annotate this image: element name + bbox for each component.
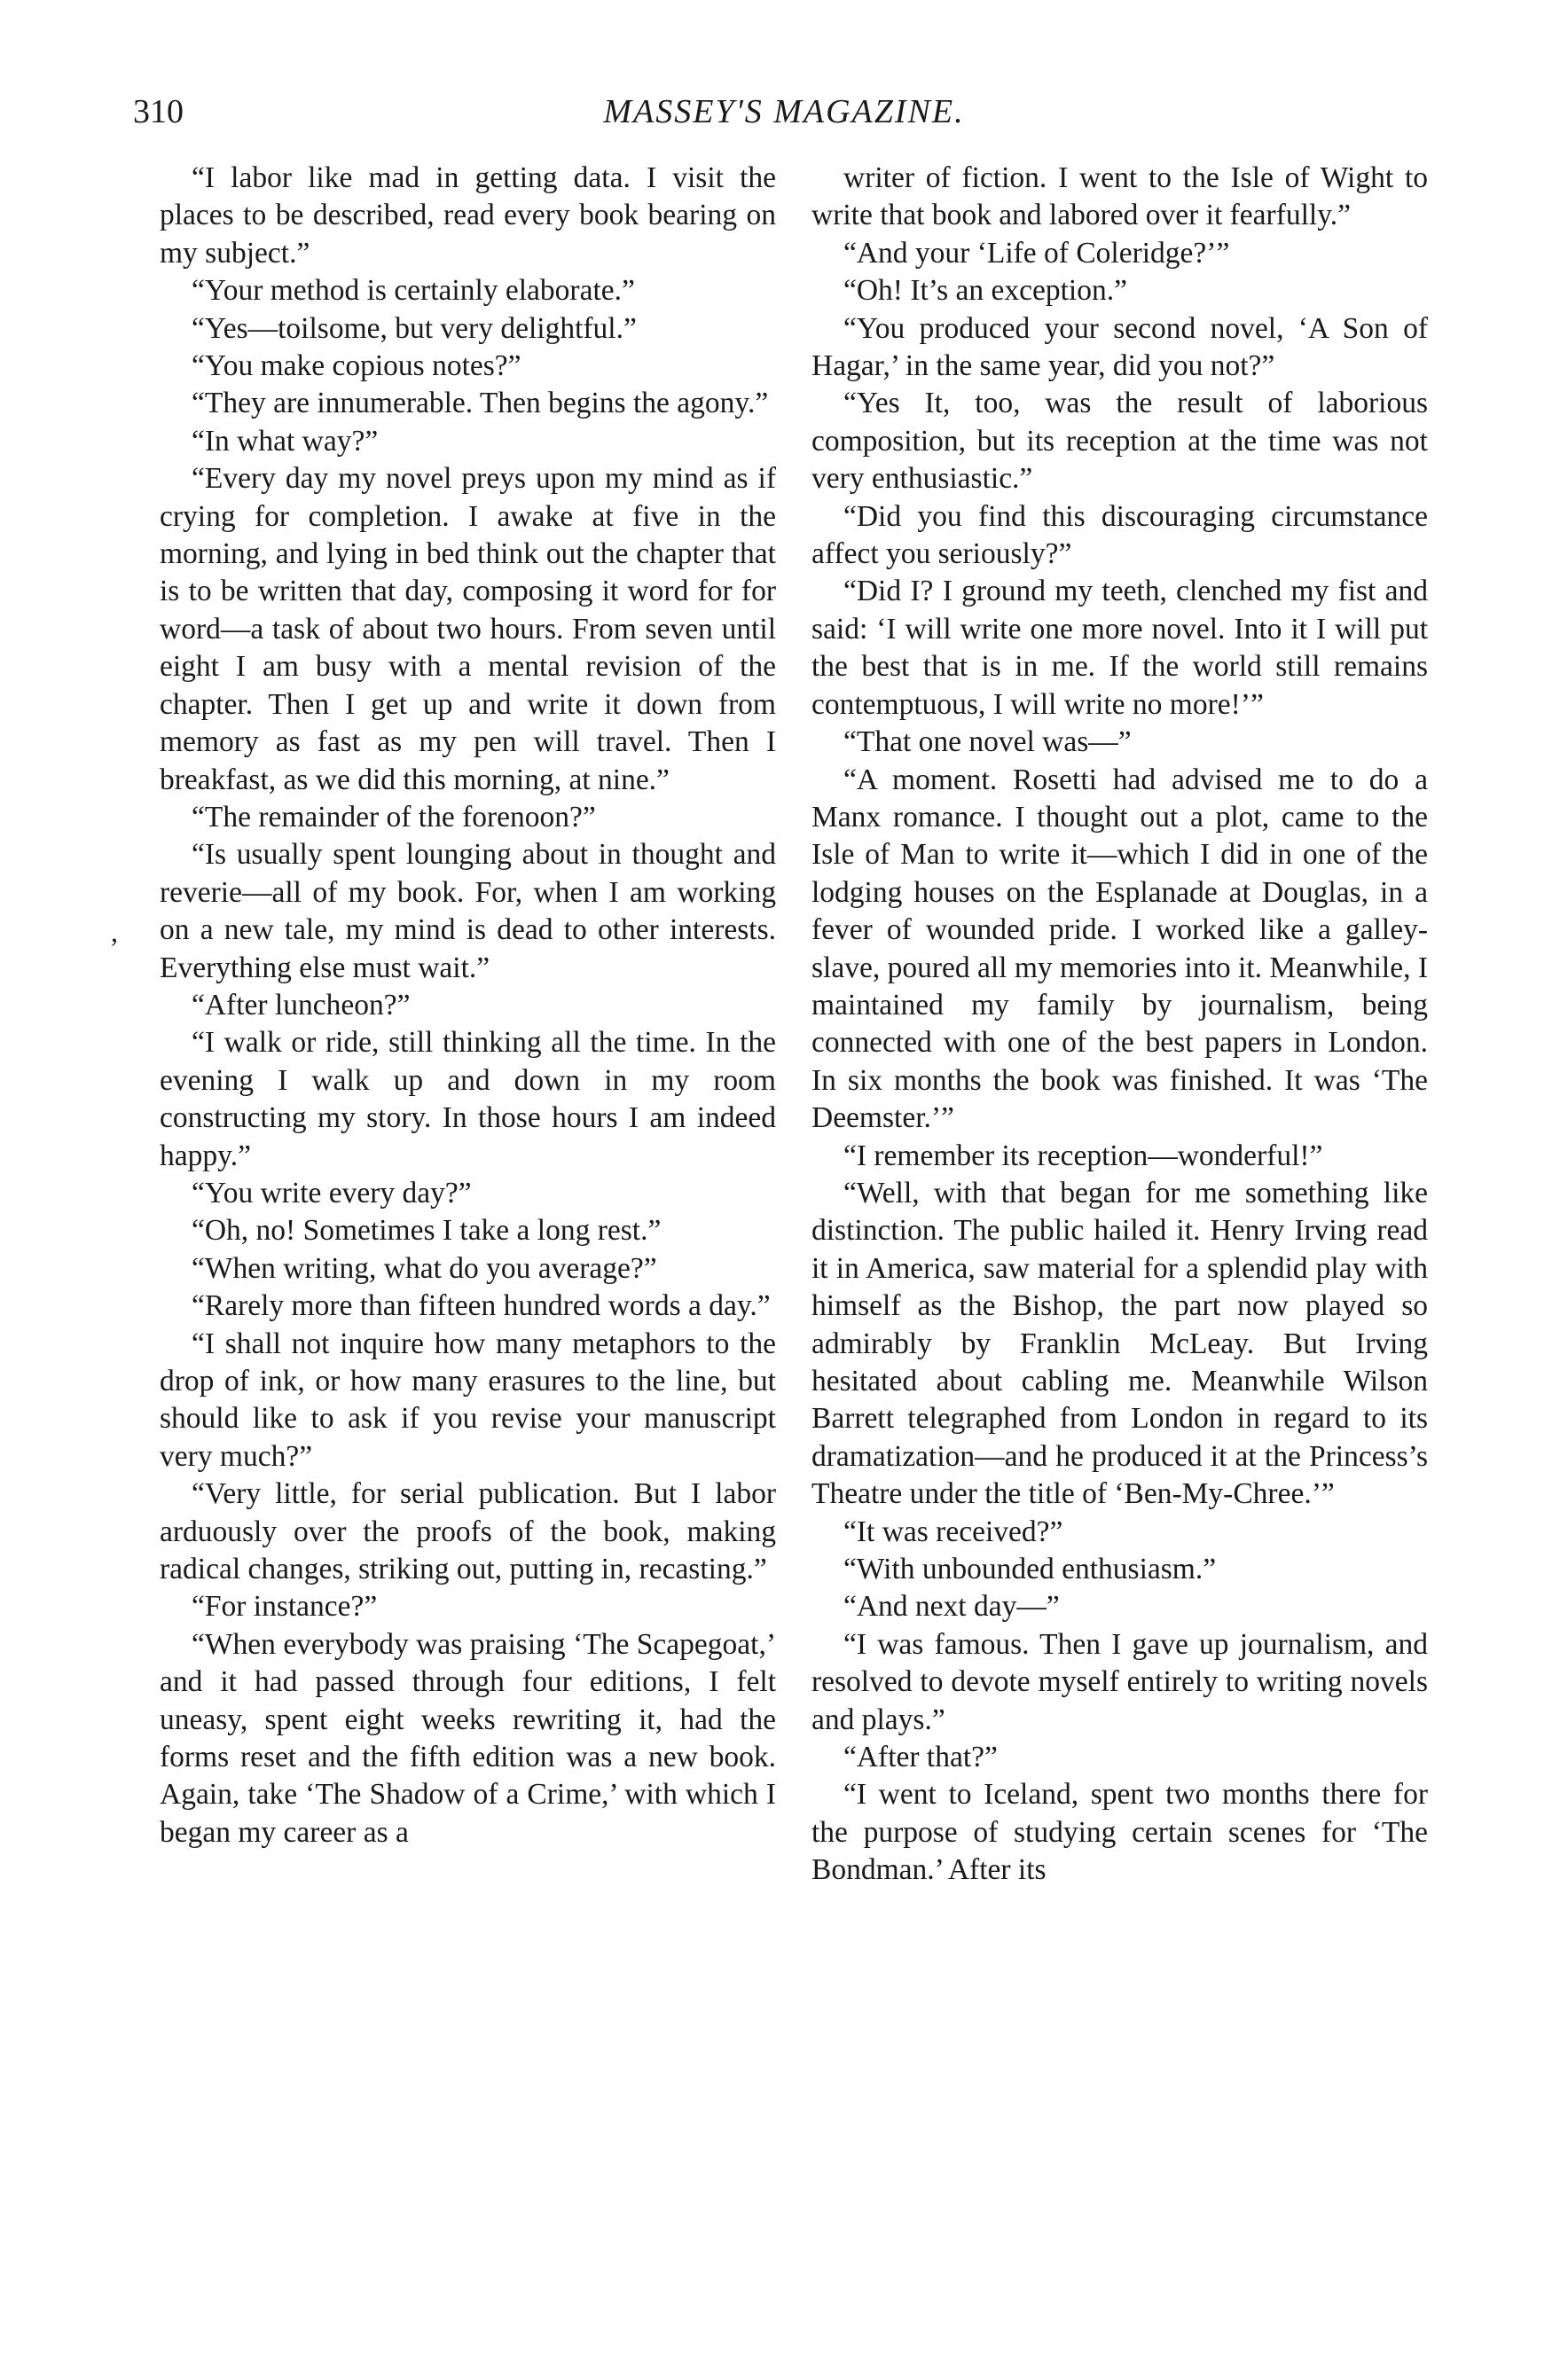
- paragraph: “Oh, no! Sometimes I take a long rest.”: [192, 1214, 662, 1248]
- paragraph: “Well, with that began for me something like distinction. The public hailed it. Henry Irving read it in America, saw material for a splendid play with himself as the Bishop, the part now played so admirably by Franklin McLeay. But Irving hesitated about cabling me. Meanwhile Wilson Barrett telegraphed from London in regard to its dramatization—and he produced it at the Princess’s Theatre under the title of ‘Ben-My-Chree.’”: [811, 1176, 1428, 1511]
- paragraph: “Very little, for serial publication. But I labor arduously over the proofs of the book, making radical changes, striking out, putting in, recasting.”: [160, 1477, 776, 1586]
- paragraph: “I labor like mad in getting data. I visit the places to be described, read every book bearing on my subject.”: [160, 161, 776, 270]
- paragraph: “Oh! It’s an exception.”: [843, 274, 1127, 308]
- paragraph: “I walk or ride, still thinking all the time. In the evening I walk up and down in my room constructing my story. In those hours I am indeed happy.”: [160, 1026, 776, 1172]
- left-column: [160, 160, 776, 1852]
- paragraph: “I shall not inquire how many metaphors to the drop of ink, or how many erasures to the line, but should like to ask if you revise your manuscript very much?”: [160, 1327, 776, 1473]
- page-header: [133, 85, 1435, 147]
- page-number: 310: [133, 93, 184, 130]
- paragraph: “A moment. Rosetti had advised me to do a Manx romance. I thought out a plot, came to the Isle of Man to write it—which I did in one of the lodging houses on the Esplanade at Douglas, in a fever of wounded pride. I worked like a galley-slave, poured all my memories into it. Meanwhile, I maintained my family by journalism, being connected with one of the best papers in London. In six months the book was finished. It was ‘The Deemster.’”: [811, 763, 1428, 1135]
- paragraph: “That one novel was—”: [843, 725, 1132, 759]
- paragraph: “When writing, what do you average?”: [192, 1251, 657, 1285]
- paragraph: “The remainder of the forenoon?”: [192, 800, 596, 834]
- paragraph: “And next day—”: [843, 1590, 1060, 1624]
- paragraph: “Yes—toilsome, but very delightful.”: [192, 311, 637, 345]
- paragraph: “It was received?”: [843, 1515, 1063, 1548]
- paragraph: “Rarely more than fifteen hundred words a day.”: [192, 1289, 771, 1323]
- paragraph: “With unbounded enthusiasm.”: [843, 1553, 1217, 1586]
- paragraph: “Yes It, too, was the result of laborious composition, but its reception at the time was not very enthusiastic.”: [811, 387, 1428, 496]
- paragraph: “I remember its reception—wonderful!”: [843, 1139, 1323, 1172]
- paragraph: “I went to Iceland, spent two months there for the purpose of studying certain scenes for ‘The Bondman.’ After its: [811, 1778, 1428, 1887]
- paragraph: “For instance?”: [192, 1590, 378, 1624]
- paragraph: “Is usually spent lounging about in thought and reverie—all of my book. For, when I am working on a new tale, my mind is dead to other interests. Everything else must wait.”: [160, 838, 776, 984]
- running-title: MASSEY'S MAGAZINE.: [603, 93, 965, 130]
- paragraph: “After luncheon?”: [192, 988, 411, 1022]
- paragraph: “Did you find this discouraging circumstance affect you seriously?”: [811, 499, 1428, 571]
- paragraph: “Did I? I ground my teeth, clenched my fist and said: ‘I will write one more novel. Into it I will put the best that is in me. If the world still remains contemptuous, I will write no more!’”: [811, 575, 1428, 721]
- paragraph: “They are innumerable. Then begins the agony.”: [192, 387, 769, 420]
- paragraph: “In what way?”: [192, 424, 379, 458]
- paragraph: writer of fiction. I went to the Isle of Wight to write that book and labored over it fearfully.”: [811, 161, 1428, 232]
- right-column: [811, 160, 1428, 1890]
- paragraph: “Every day my novel preys upon my mind as if crying for completion. I awake at five in the morning, and lying in bed think out the chapter that is to be written that day, composing it word for for word—a task of about two hours. From seven until eight I am busy with a mental revision of the chapter. Then I get up and write it down from memory as fast as my pen will travel. Then I breakfast, as we did this morning, at nine.”: [160, 462, 776, 796]
- paragraph: “After that?”: [843, 1741, 998, 1774]
- paragraph: “You produced your second novel, ‘A Son of Hagar,’ in the same year, did you not?”: [811, 311, 1428, 383]
- paragraph: “You make copious notes?”: [192, 349, 521, 383]
- paragraph: “And your ‘Life of Coleridge?’”: [843, 236, 1230, 270]
- paragraph: “When everybody was praising ‘The Scapegoat,’ and it had passed through four editions, I felt uneasy, spent eight weeks rewriting it, had the forms reset and the fifth edition was a new book. Again, take ‘The Shadow of a Crime,’ with which I began my career as a: [160, 1627, 776, 1849]
- paragraph: “You write every day?”: [192, 1176, 472, 1210]
- margin-mark: ,: [111, 916, 118, 948]
- paragraph: “I was famous. Then I gave up journalism, and resolved to devote myself entirely to writing novels and plays.”: [811, 1627, 1428, 1736]
- paragraph: “Your method is certainly elaborate.”: [192, 274, 635, 308]
